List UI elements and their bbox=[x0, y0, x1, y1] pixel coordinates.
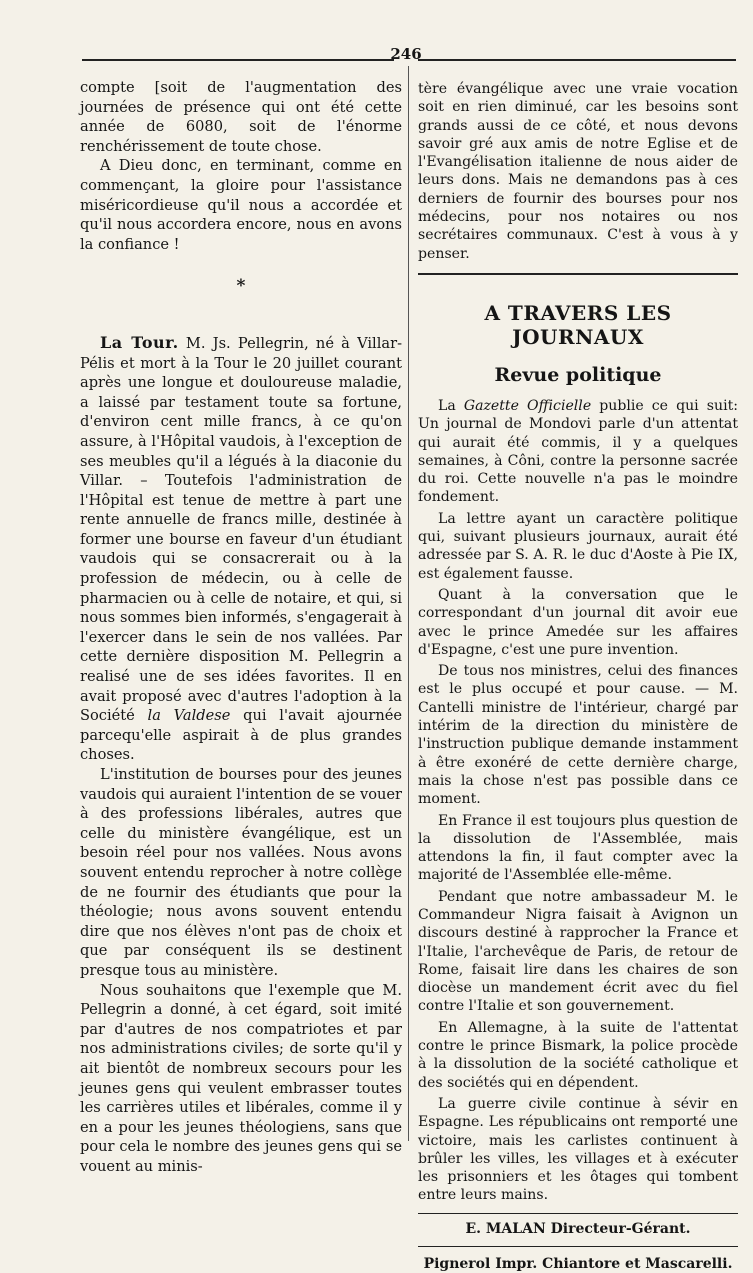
right-column bbox=[418, 80, 738, 1273]
article-la-tour bbox=[80, 333, 402, 765]
article-place-name: La Tour. bbox=[100, 332, 179, 352]
section-separator: * bbox=[236, 276, 246, 297]
news-item-spain: La guerre civile continue à sévir en Espagne. Les républicains ont remporté une victoire, mais les carlistes continuent à brûler les villes, les villages et à exécuter les prisonniers et les ôtages qui tombent entre leurs mains. bbox=[418, 1095, 738, 1204]
news-item-text: La bbox=[438, 397, 464, 414]
paragraph-wishes: Nous souhaitons que l'exemple que M. Pellegrin a donné, à cet égard, soit imité par d'autres de nos compatriotes et par nos administrations civiles; de sorte qu'il y ait bientôt de nombreux secours pour les jeunes gens qui veulent embrasser toutes les carrières utiles et libérales, comme il y en a pour les jeunes théologiens, sans que pour cela le nombre des jeunes gens qui se vouent au minis- bbox=[80, 981, 402, 1175]
section-rule bbox=[418, 273, 738, 275]
news-item-avignon: Pendant que notre ambassadeur M. le Commandeur Nigra faisait à Avignon un discours destiné à rapprocher la France et l'Italie, l'archevêque de Paris, de retour de Rome, faisait lire dans les chaires de son diocèse un mandement écrit avec du fiel contre l'Italie et son gouvernement. bbox=[418, 888, 738, 1015]
signature-line: E. MALAN Directeur-Gérant. bbox=[465, 1220, 691, 1237]
header-rule-right bbox=[418, 59, 736, 61]
paragraph-hospital-costs: compte [soit de l'augmentation des journées de présence qui ont été cette année de 6080, soit de l'énorme renchérissement de toute chose. bbox=[80, 79, 402, 155]
column-divider bbox=[408, 66, 409, 1141]
paragraph-continuation: tère évangélique avec une vraie vocation soit en rien diminué, car les besoins sont grands aussi de ce côté, et nous devons savoir gré aux amis de notre Eglise et de l'Evangélisation italienne de nous aider de leurs dons. Mais ne demandons pas à ces derniers de fournir des bourses pour nos médecins, pour nos notaires ou nos secrétaires communaux. C'est à vous à y penser. bbox=[418, 81, 738, 262]
subheading: Revue politique bbox=[494, 363, 662, 386]
left-column bbox=[80, 78, 402, 1176]
printer-line: Pignerol Impr. Chiantore et Mascarelli. bbox=[423, 1255, 733, 1272]
news-item-text: publie ce qui suit: Un journal de Mondovi parle d'un attentat qui aurait été commis, il y a quelques semaines, à Côni, contre la personne sacrée du roi. Cette nouvelle n'a pas le moindre fondement. bbox=[418, 397, 738, 506]
article-body-end: qui l'avait ajournée parcequ'elle aspirait à de plus grandes choses. bbox=[80, 707, 402, 764]
article-body: M. Js. Pellegrin, né à Villar-Pélis et mort à la Tour le 20 juillet courant après une longue et douloureuse maladie, a laissé par testament toute sa fortune, d'environ cent mille francs, à ce qu'on assure, à l'Hôpital vaudois, à l'exception de ses meubles qu'il a légués à la diaconie du Villar. – Toutefois l'administration de l'Hôpital est tenue de mettre à part une rente annuelle de francs mille, destinée à former une bourse en faveur d'un étudiant vaudois qui se consacrerait ou à la profession de médecin, ou à celle de pharmacien ou à celle de notaire, et qui, si nous sommes bien informés, s'engagerait à l'exercer dans le sein de nos vallées. Par cette dernière disposition M. Pellegrin a realisé une de ses idées favorites. Il en avait proposé avec d'autres l'adoption à la Société bbox=[80, 334, 403, 725]
news-item-ministers: De tous nos ministres, celui des finances est le plus occupé et pour cause. — M. Cantelli ministre de l'intérieur, chargé par intérim de la direction du ministère de l'instruction publique demande instamment à être exonéré de cette dernière charge, mais la chose n'est pas possible dans ce moment. bbox=[418, 663, 738, 808]
section-heading: A TRAVERS LES JOURNAUX bbox=[484, 300, 672, 349]
news-item-conversation: Quant à la conversation que le correspondant d'un journal dit avoir eue avec le prince Amedée sur les affaires d'Espagne, c'est une pure invention. bbox=[418, 586, 738, 658]
newspaper-title: Gazette Officielle bbox=[463, 397, 592, 414]
news-item-letter: La lettre ayant un caractère politique qui, suivant plusieurs journaux, aurait été adressée par S. A. R. le duc d'Aoste à Pie IX, est également fausse. bbox=[418, 510, 738, 582]
news-item-gazette bbox=[418, 397, 738, 507]
header-rule-left bbox=[82, 59, 394, 61]
printer-rule bbox=[418, 1246, 738, 1247]
page-number: 246 bbox=[390, 45, 422, 63]
paragraph-closing: A Dieu donc, en terminant, comme en commençant, la gloire pour l'assistance miséricordieuse qu'il nous a accordée et qu'il nous accordera encore, nous en avons la confiance ! bbox=[80, 157, 402, 253]
news-item-france: En France il est toujours plus question de la dissolution de l'Assemblée, mais attendons la fin, il faut compter avec la majorité de l'Assemblée elle-même. bbox=[418, 812, 738, 884]
society-name: la Valdese bbox=[147, 707, 231, 725]
signature-rule bbox=[418, 1213, 738, 1214]
paragraph-bourses: L'institution de bourses pour des jeunes vaudois qui auraient l'intention de se vouer à des professions libérales, autres que celle du ministère évangélique, est un besoin réel pour nos vallées. Nous avons souvent entendu reprocher à notre collège de ne fournir des étudiants que pour la théologie; nous avons souvent entendu dire que nos élèves n'ont pas de choix et que par conséquent ils se destinent presque tous au ministère. bbox=[80, 766, 402, 979]
news-item-germany: En Allemagne, à la suite de l'attentat contre le prince Bismark, la police procède à la dissolution de la société catholique et des sociétés qui en dépendent. bbox=[418, 1019, 738, 1091]
